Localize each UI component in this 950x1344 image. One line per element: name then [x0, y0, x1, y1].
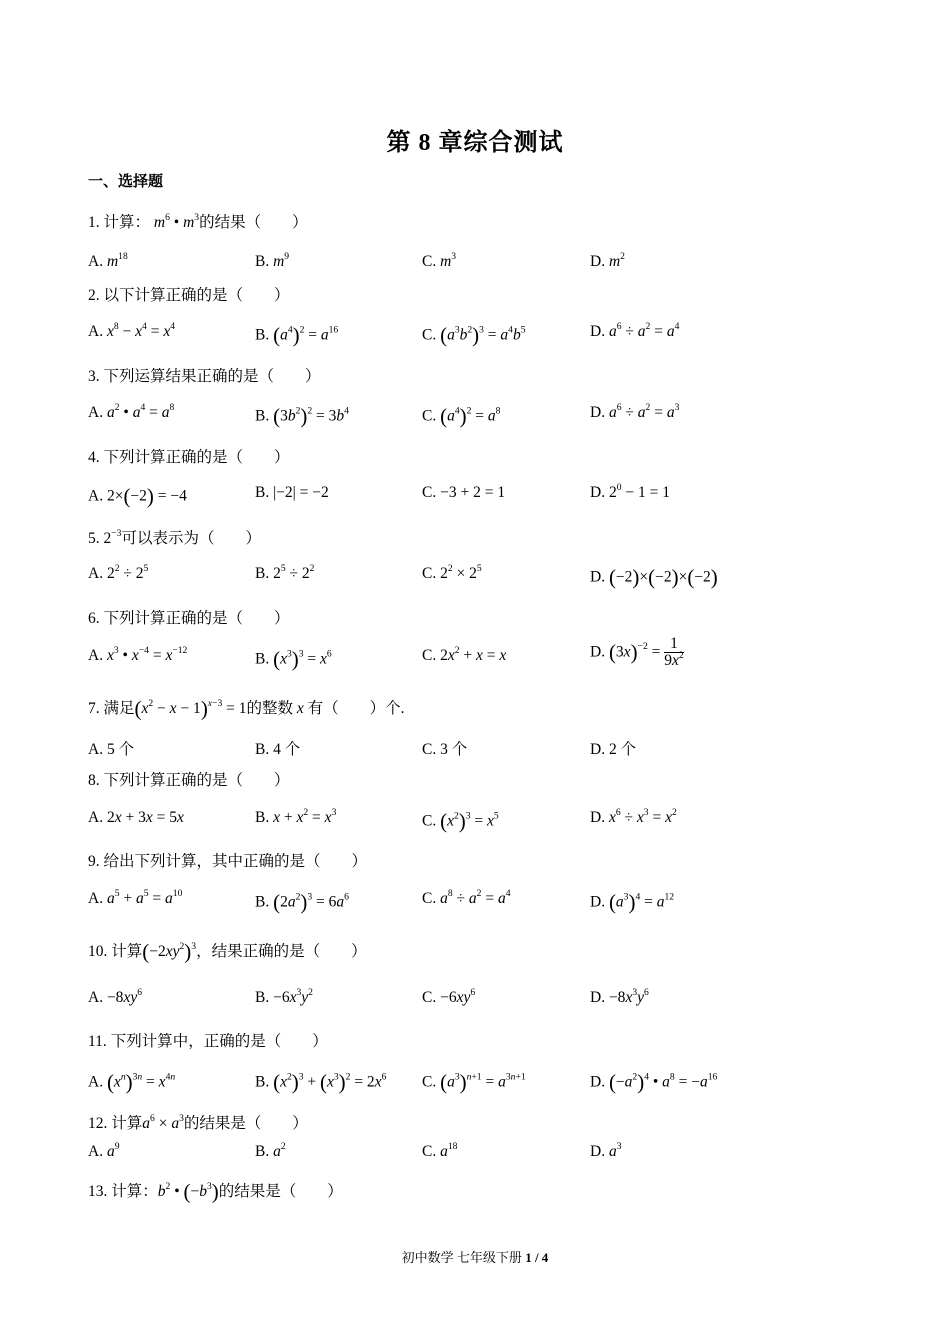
q2-option-b[interactable]: B. $(a^4)^2 = a^{16}$: [255, 323, 339, 347]
q11-option-a[interactable]: A. $(x^n)^{3n} = x^{4n}$: [88, 1070, 176, 1094]
q7-option-b[interactable]: B. 4 个: [255, 741, 301, 758]
q6-option-d[interactable]: D. $(3x)^{-2}$ = $\frac{1}{9x^2}$: [590, 635, 684, 670]
q10-option-c[interactable]: C. $-6xy^6$: [422, 986, 476, 1006]
q4-option-d[interactable]: D. $2^0 - 1 = 1$: [590, 481, 670, 501]
q7-option-d[interactable]: D. 2 个: [590, 741, 637, 758]
q9-option-d[interactable]: D. $(a^3)^4 = a^{12}$: [590, 890, 675, 914]
page-footer: [0, 1247, 950, 1266]
q4-option-a[interactable]: A. 2×(−2) = −4: [88, 484, 187, 508]
q6-option-b[interactable]: B. $(x^3)^3 = x^6$: [255, 647, 332, 671]
footer-label: 初中数学 七年级下册: [401, 1250, 526, 1265]
q3-option-a[interactable]: A. $a^2$ • $a^4 = a^8$: [88, 401, 175, 421]
q8-option-a[interactable]: A. 2x + 3x = 5x: [88, 809, 184, 826]
question-1: 1. 计算： $m^6$ • $m^3$的结果（ ）: [88, 211, 308, 231]
page-title: 第 8 章综合测试: [386, 130, 564, 156]
q9-option-c[interactable]: C. $a^8 \div a^2 = a^4$: [422, 887, 511, 907]
q1-option-b[interactable]: B. $m^9$: [255, 250, 290, 270]
question-9: 9. 给出下列计算，其中正确的是（ ）: [88, 853, 368, 870]
q9-option-b[interactable]: B. $(2a^2)^3 = 6a^6$: [255, 890, 349, 914]
q1-option-a[interactable]: A. $m^{18}$: [88, 250, 128, 270]
q1-option-d[interactable]: D. $m^2$: [590, 250, 625, 270]
question-3: 3. 下列运算结果正确的是（ ）: [88, 368, 321, 385]
q8-option-c[interactable]: C. $(x^2)^3 = x^5$: [422, 809, 499, 833]
question-6: 6. 下列计算正确的是（ ）: [88, 610, 290, 627]
q5-option-a[interactable]: A. $2^2 \div 2^5$: [88, 562, 149, 582]
q10-option-b[interactable]: B. $-6x^3y^2$: [255, 986, 313, 1006]
q3-option-c[interactable]: C. $(a^4)^2 = a^8$: [422, 404, 501, 428]
q9-option-a[interactable]: A. $a^5 + a^5 = a^{10}$: [88, 887, 183, 907]
section-heading: 一、选择题: [88, 174, 164, 190]
q12-option-b[interactable]: B. $a^2$: [255, 1140, 286, 1160]
question-11: 11. 下列计算中，正确的是（ ）: [88, 1033, 328, 1050]
question-4: 4. 下列计算正确的是（ ）: [88, 449, 290, 466]
q8-option-b[interactable]: B. $x + x^2 = x^3$: [255, 806, 337, 826]
question-10: 10. 计算$(-2xy^2)^3$，结果正确的是（ ）: [88, 939, 367, 964]
q5-option-d[interactable]: D. (−2)×(−2)×(−2): [590, 565, 718, 589]
q2-option-d[interactable]: D. $a^6 \div a^2 = a^4$: [590, 320, 680, 340]
q1-option-c[interactable]: C. $m^3$: [422, 250, 457, 270]
q7-option-a[interactable]: A. 5 个: [88, 741, 135, 758]
question-13: 13. 计算：$b^2$ • $(-b^3)$的结果是（ ）: [88, 1179, 343, 1204]
q2-option-c[interactable]: C. $(a^3b^2)^3 = a^4b^5$: [422, 323, 526, 347]
q5-option-c[interactable]: C. $2^2 \times 2^5$: [422, 562, 482, 582]
q11-option-d[interactable]: D. $(-a^2)^4$ • $a^8 = -a^{16}$: [590, 1070, 718, 1094]
page-number: 1 / 4: [525, 1250, 549, 1265]
q6-option-c[interactable]: C. $2x^2 + x = x$: [422, 644, 507, 664]
q5-option-b[interactable]: B. $2^5 \div 2^2$: [255, 562, 315, 582]
q7-option-c[interactable]: C. 3 个: [422, 741, 468, 758]
q12-option-c[interactable]: C. $a^{18}$: [422, 1140, 458, 1160]
q4-option-b[interactable]: B. |−2| = −2: [255, 484, 329, 501]
question-8: 8. 下列计算正确的是（ ）: [88, 772, 290, 789]
q3-option-b[interactable]: B. $(3b^2)^2 = 3b^4$: [255, 404, 349, 428]
q11-option-b[interactable]: B. $(x^2)^3 + (x^3)^2 = 2x^6$: [255, 1070, 387, 1094]
q6-option-a[interactable]: A. $x^3$ • $x^{-4} = x^{-12}$: [88, 644, 188, 664]
question-2: 2. 以下计算正确的是（ ）: [88, 287, 290, 304]
q3-option-d[interactable]: D. $a^6 \div a^2 = a^3$: [590, 401, 680, 421]
q10-option-a[interactable]: A. $-8xy^6$: [88, 986, 142, 1006]
q10-option-d[interactable]: D. $-8x^3y^6$: [590, 986, 649, 1006]
question-12: 12. 计算$a^6 \times a^3$的结果是（ ）: [88, 1112, 308, 1132]
question-7: 7. 满足$(x^2 - x - 1)^{x-3} = 1$的整数 x 有（ ）个.: [88, 696, 405, 721]
q12-option-d[interactable]: D. $a^3$: [590, 1140, 622, 1160]
q12-option-a[interactable]: A. $a^9$: [88, 1140, 120, 1160]
q4-option-c[interactable]: C. −3 + 2 = 1: [422, 484, 506, 501]
q8-option-d[interactable]: D. $x^6 \div x^3 = x^2$: [590, 806, 677, 826]
q11-option-c[interactable]: C. $(a^3)^{n+1} = a^{3n+1}$: [422, 1070, 526, 1094]
question-5: 5. $2^{-3}$可以表示为（ ）: [88, 527, 261, 547]
q2-option-a[interactable]: A. $x^8 - x^4 = x^4$: [88, 320, 176, 340]
